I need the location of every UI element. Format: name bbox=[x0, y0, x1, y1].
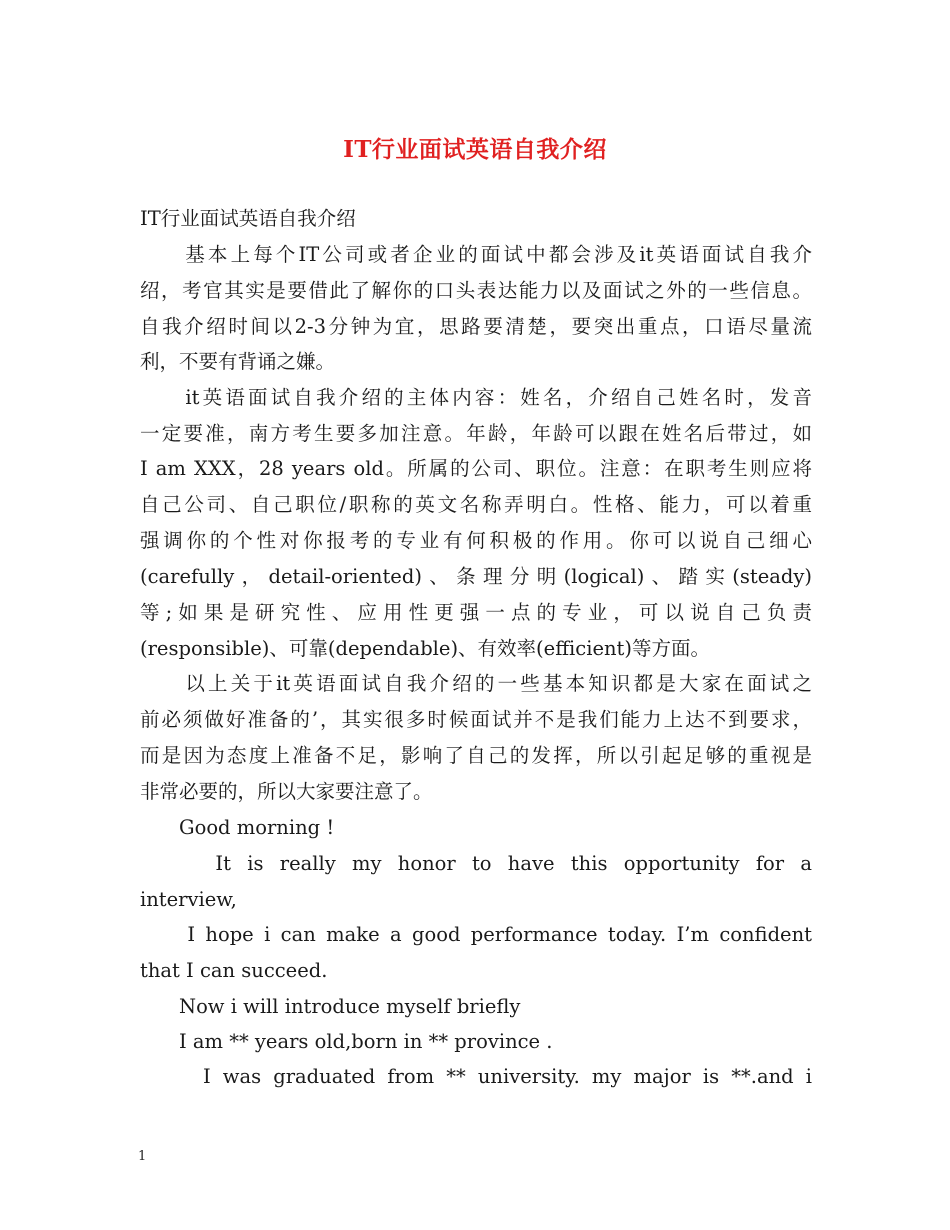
paragraph-line: interview, bbox=[140, 888, 237, 911]
paragraph-line: I am XXX，28 years old。所属的公司、职位。注意：在职考生则应将 bbox=[140, 457, 812, 480]
paragraph-line: Now i will introduce myself briefly bbox=[140, 995, 521, 1018]
paragraph-line: 而是因为态度上准备不足，影响了自己的发挥，所以引起足够的重视是 bbox=[140, 744, 812, 767]
paragraph-line: 前必须做好准备的’，其实很多时候面试并不是我们能力上达不到要求， bbox=[140, 708, 812, 731]
paragraph-line: 利，不要有背诵之嫌。 bbox=[140, 350, 336, 373]
paragraph-line: that I can succeed. bbox=[140, 959, 328, 982]
paragraph-line: Good morning ! bbox=[140, 816, 335, 839]
paragraph-line: It is really my honor to have this opportunity for a bbox=[140, 852, 812, 875]
paragraph-line: IT行业面试英语自我介绍 bbox=[140, 207, 356, 230]
paragraph-line: 基本上每个IT公司或者企业的面试中都会涉及it英语面试自我介 bbox=[140, 243, 812, 266]
paragraph-line: 强调你的个性对你报考的专业有何积极的作用。你可以说自己细心 bbox=[140, 529, 812, 552]
paragraph-line: I was graduated from ** university. my major is **.and i bbox=[140, 1065, 812, 1088]
paragraph-line: (carefully，detail-oriented)、条理分明(logical)、踏实(steady) bbox=[140, 565, 812, 588]
paragraph-line: 一定要准，南方考生要多加注意。年龄，年龄可以跟在姓名后带过，如 bbox=[140, 422, 812, 445]
paragraph-line: (responsible)、可靠(dependable)、有效率(efficient)等方面。 bbox=[140, 637, 710, 660]
page-number: 1 bbox=[138, 1149, 147, 1164]
paragraph-line: I hope i can make a good performance today. I’m confident bbox=[140, 923, 812, 946]
paragraph-line: I am ** years old,born in ** province . bbox=[140, 1030, 553, 1053]
paragraph-line: 绍，考官其实是要借此了解你的口头表达能力以及面试之外的一些信息。 bbox=[140, 279, 812, 302]
paragraph-line: 非常必要的，所以大家要注意了。 bbox=[140, 780, 433, 803]
paragraph-line: 自我介绍时间以2-3分钟为宜，思路要清楚，要突出重点，口语尽量流 bbox=[140, 315, 812, 338]
document-title: IT行业面试英语自我介绍 bbox=[343, 136, 607, 163]
paragraph-line: 以上关于it英语面试自我介绍的一些基本知识都是大家在面试之 bbox=[140, 672, 812, 695]
paragraph-line: 自己公司、自己职位/职称的英文名称弄明白。性格、能力，可以着重 bbox=[140, 493, 812, 516]
paragraph-line: it英语面试自我介绍的主体内容：姓名，介绍自己姓名时，发音 bbox=[140, 386, 812, 409]
paragraph-line: 等;如果是研究性、应用性更强一点的专业，可以说自己负责 bbox=[140, 601, 812, 624]
